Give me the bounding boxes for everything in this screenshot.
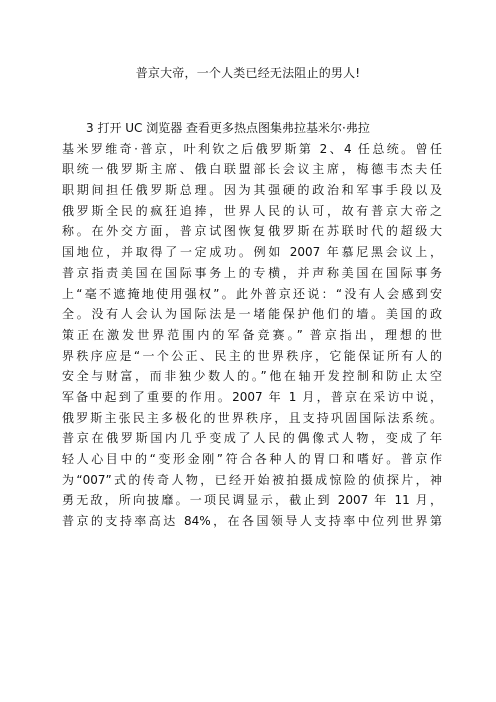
text-line: 界秩序应是“一个公正、民主的世界秩序，它能保证所有人的 (62, 348, 442, 363)
text-line: 轻人心目中的“变形金刚”符合各种人的胃口和嗜好。普京作 (62, 452, 442, 466)
text-line: 职统一俄罗斯主席、俄白联盟部长会议主席，梅德韦杰夫任 (62, 162, 442, 177)
body-paragraph (62, 118, 442, 532)
text-line: 为“007”式的传奇人物，已经开始被拍摄成惊险的侦探片，神 (62, 472, 442, 487)
text-line: 俄罗斯主张民主多极化的世界秩序，且支持巩固国际法系统。 (62, 410, 442, 425)
text-line: 基米罗维奇·普京，叶利钦之后俄罗斯第 2、4 任总统。曾任 (62, 141, 442, 156)
text-line: 职期间担任俄罗斯总理。因为其强硬的政治和军事手段以及 (62, 183, 442, 198)
text-line: 安全与财富，而非独少数人的。”他在轴开发控制和防止太空 (62, 369, 442, 384)
text-line: 3 打开 UC 浏览器 查看更多热点图集弗拉基米尔·弗拉 (86, 121, 370, 135)
text-line: 上“毫不遮掩地使用强权”。此外普京还说：“没有人会感到安 (62, 286, 442, 301)
text-line: 普京的支持率高达 84%，在各国领导人支持率中位列世界第 (62, 514, 442, 529)
text-line: 全。没有人会认为国际法是一堵能保护他们的墙。美国的政 (62, 307, 442, 322)
text-line: 普京在俄罗斯国内几乎变成了人民的偶像式人物，变成了年 (62, 431, 442, 446)
text-line: 军备中起到了重要的作用。2007 年 1 月，普京在采访中说， (62, 389, 442, 404)
document-title: 普京大帝，一个人类已经无法阻止的男人! (135, 66, 361, 80)
text-line: 普京指责美国在国际事务上的专横，并声称美国在国际事务 (62, 265, 442, 280)
text-line: 俄罗斯全民的疯狂追捧，世界人民的认可，故有普京大帝之 (62, 203, 442, 218)
text-line: 策正在激发世界范围内的军备竞赛。” 普京指出，理想的世 (62, 327, 442, 342)
text-line: 勇无敌，所向披靡。一项民调显示，截止到 2007 年 11 月， (62, 493, 442, 508)
text-line: 称。在外交方面，普京试图恢复俄罗斯在苏联时代的超级大 (62, 224, 442, 239)
text-line: 国地位，并取得了一定成功。例如 2007 年慕尼黑会议上， (62, 245, 442, 260)
